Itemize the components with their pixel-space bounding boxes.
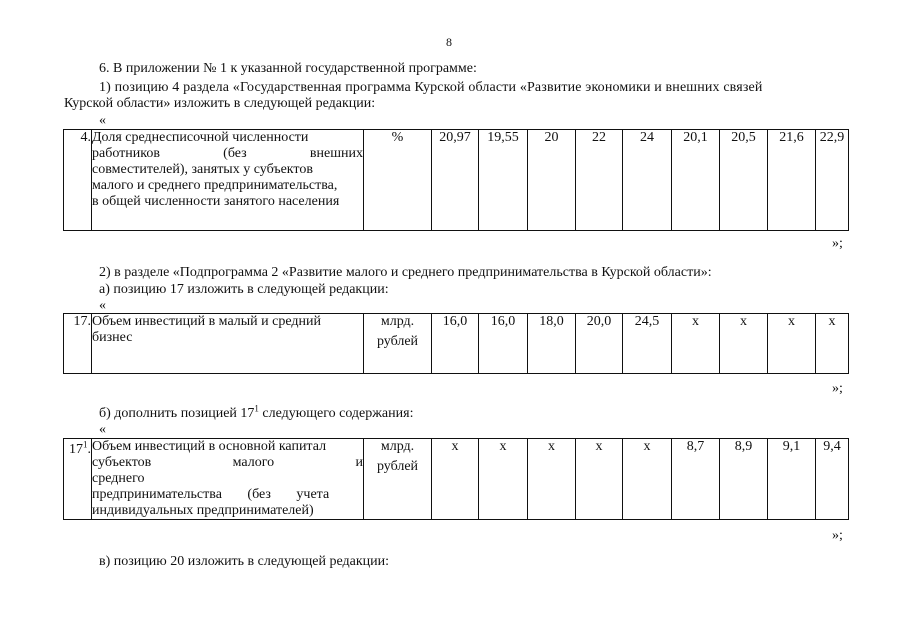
table3-unit-line-2: рублей bbox=[376, 459, 419, 474]
table1-name-line-5: в общей численности занятого населения bbox=[92, 194, 340, 209]
paragraph-v: в) позицию 20 изложить в следующей редакции: bbox=[99, 554, 390, 569]
open-quote-2: « bbox=[99, 298, 106, 313]
table1-position-number: 4. bbox=[64, 130, 92, 231]
paragraph-1-line1-text: 1) позицию 4 раздела «Государственная программа Курской области «Развитие экономики и внешних связей bbox=[99, 80, 763, 95]
table1-name-line-4: малого и среднего предпринимательства, bbox=[92, 178, 338, 193]
table3-value: 8,7 bbox=[672, 439, 720, 520]
table3-position-number: $17^1$. bbox=[64, 439, 92, 520]
table2-value: 24,5 bbox=[623, 314, 672, 374]
table1-value: 22 bbox=[576, 130, 623, 231]
table2-value: х bbox=[768, 314, 816, 374]
table3-name-line-3: предпринимательства (без учета bbox=[92, 487, 330, 502]
table2-value: х bbox=[816, 314, 849, 374]
paragraph-a: а) позицию 17 изложить в следующей редакции: bbox=[99, 282, 389, 297]
table3-value: х bbox=[623, 439, 672, 520]
table1-indicator-name bbox=[92, 130, 364, 231]
table3-value: х bbox=[576, 439, 623, 520]
paragraph-b-text-end: следующего содержания: bbox=[258, 406, 414, 421]
table1-name-line-3: совместителей), занятых у субъектов bbox=[92, 162, 313, 177]
table1-value: 21,6 bbox=[768, 130, 816, 231]
table3-indicator-name bbox=[92, 439, 364, 520]
paragraph-b-superscript: 1 bbox=[254, 403, 259, 414]
close-quote-1: »; bbox=[832, 236, 843, 251]
table1-unit: % bbox=[364, 130, 432, 231]
table3-value: х bbox=[528, 439, 576, 520]
table2-value: 16,0 bbox=[432, 314, 479, 374]
table2-name-line-2: бизнес bbox=[92, 330, 133, 345]
paragraph-b bbox=[99, 403, 414, 422]
table3-name-line-4: индивидуальных предпринимателей) bbox=[92, 503, 314, 518]
table2-name-line-1: Объем инвестиций в малый и средний bbox=[92, 314, 322, 329]
close-quote-2: »; bbox=[832, 381, 843, 396]
table3-name-line-2: субъектов малого и среднего bbox=[92, 455, 363, 486]
table3-name-line-1: Объем инвестиций в основной капитал bbox=[92, 439, 327, 454]
table2-value: х bbox=[672, 314, 720, 374]
paragraph-b-text: б) дополнить позицией 17 bbox=[99, 406, 255, 421]
table3-value: х bbox=[432, 439, 479, 520]
table1-value: 22,9 bbox=[816, 130, 849, 231]
table2-indicator-name bbox=[92, 314, 364, 374]
table1-value: 24 bbox=[623, 130, 672, 231]
table-position-17-1 bbox=[63, 438, 849, 520]
table1-value: 20,5 bbox=[720, 130, 768, 231]
open-quote-3: « bbox=[99, 422, 106, 437]
table-position-17 bbox=[63, 313, 849, 374]
page-number: 8 bbox=[446, 35, 452, 49]
table-position-4 bbox=[63, 129, 849, 231]
table2-value: х bbox=[720, 314, 768, 374]
open-quote-1: « bbox=[99, 113, 106, 128]
table1-value: 19,55 bbox=[479, 130, 528, 231]
table2-position-number: 17. bbox=[64, 314, 92, 374]
table1-name-line-1: Доля среднесписочной численности bbox=[92, 130, 309, 145]
paragraph-2: 2) в разделе «Подпрограмма 2 «Развитие малого и среднего предпринимательства в Курской области»: bbox=[99, 265, 712, 280]
table3-value: 8,9 bbox=[720, 439, 768, 520]
close-quote-3: »; bbox=[832, 528, 843, 543]
table3-value: х bbox=[479, 439, 528, 520]
table2-unit-line-1: млрд. bbox=[380, 314, 415, 329]
table1-value: 20,97 bbox=[432, 130, 479, 231]
table2-unit-line-2: рублей bbox=[376, 334, 419, 349]
paragraph-1-line2: Курской области» изложить в следующей редакции: bbox=[64, 96, 376, 111]
table1-value: 20,1 bbox=[672, 130, 720, 231]
table3-unit bbox=[364, 439, 432, 520]
paragraph-6: 6. В приложении № 1 к указанной государственной программе: bbox=[99, 61, 477, 76]
table3-position-superscript: 1 bbox=[83, 439, 88, 450]
table1-name-line-2: работников (без внешних bbox=[92, 146, 363, 161]
table2-value: 16,0 bbox=[479, 314, 528, 374]
table3-value: 9,1 bbox=[768, 439, 816, 520]
table2-unit bbox=[364, 314, 432, 374]
table2-value: 18,0 bbox=[528, 314, 576, 374]
table1-value: 20 bbox=[528, 130, 576, 231]
table3-value: 9,4 bbox=[816, 439, 849, 520]
table3-unit-line-1: млрд. bbox=[380, 439, 415, 454]
table2-value: 20,0 bbox=[576, 314, 623, 374]
paragraph-1-line1 bbox=[99, 80, 849, 96]
